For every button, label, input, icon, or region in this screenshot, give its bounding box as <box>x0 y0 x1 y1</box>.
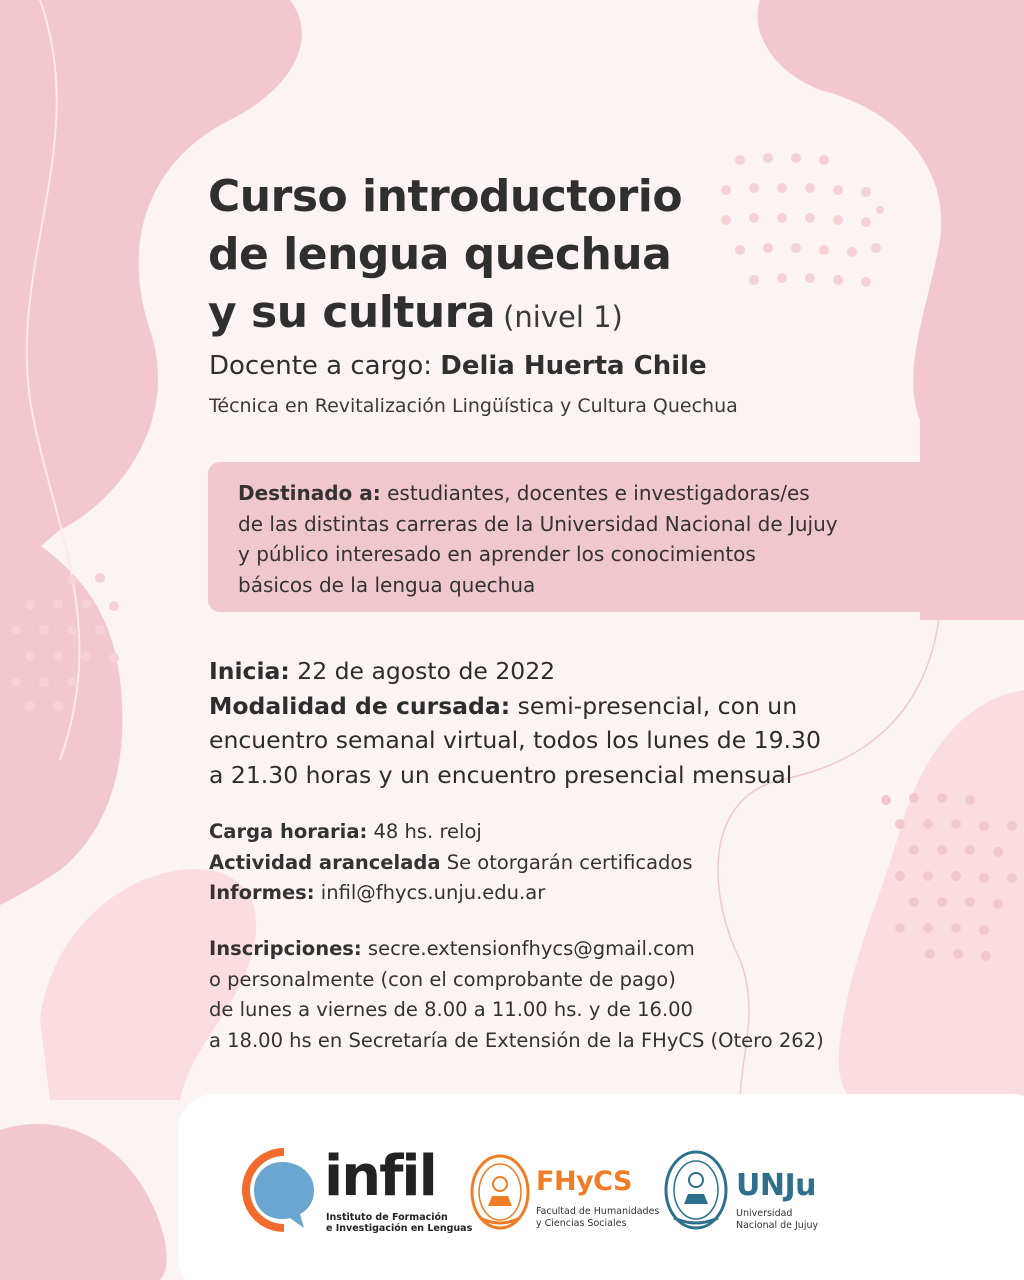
registration-row <box>209 934 824 965</box>
registration-info <box>209 934 824 1056</box>
registration-line-2: o personalmente (con el comprobante de pago) <box>209 967 676 991</box>
fhycs-wordmark: FHyCS <box>536 1166 632 1197</box>
mode-label: Modalidad de cursada: <box>209 691 511 720</box>
bottom-corner-blob <box>0 1124 167 1280</box>
title-line-2: de lengua quechua <box>208 229 672 280</box>
course-level: (nivel 1) <box>503 300 623 334</box>
unju-wordmark: UNJu <box>736 1168 816 1203</box>
audience-label: Destinado a: <box>238 481 381 505</box>
hours-label: Carga horaria: <box>209 820 368 843</box>
speech-bubble-icon <box>242 1148 322 1236</box>
fhycs-subtitle-1: Facultad de Humanidades <box>536 1206 660 1217</box>
audience-text <box>238 478 938 600</box>
fee-row <box>209 848 693 879</box>
schedule-info <box>209 654 989 792</box>
fhycs-subtitle <box>536 1206 659 1229</box>
infil-subtitle-1: Instituto de Formación <box>326 1212 448 1223</box>
audience-line-3: y público interesado en aprender los conocimientos <box>238 542 756 566</box>
mode-value-1: semi-presencial, con un <box>517 691 798 720</box>
fee-value: Se otorgarán certificados <box>446 850 693 874</box>
start-label: Inicia: <box>209 657 290 685</box>
title-line-3-text: y su cultura <box>208 287 496 338</box>
fhycs-seal-icon <box>470 1154 530 1234</box>
hours-value: 48 hs. reloj <box>373 820 482 843</box>
contact-email[interactable]: infil@fhycs.unju.edu.ar <box>320 881 546 904</box>
infil-logo <box>242 1144 473 1236</box>
unju-subtitle-2: Nacional de Jujuy <box>736 1219 819 1231</box>
hours-row <box>209 817 693 848</box>
fhycs-subtitle-2: y Ciencias Sociales <box>536 1217 627 1229</box>
infil-subtitle-2: e Investigación en Lenguas <box>326 1223 473 1234</box>
title-line-3 <box>208 284 848 346</box>
contact-label: Informes: <box>209 881 315 904</box>
teacher-line <box>209 351 707 381</box>
infil-subtitle <box>326 1212 472 1234</box>
start-value: 22 de agosto de 2022 <box>297 657 556 685</box>
teacher-name: Delia Huerta Chile <box>440 351 707 381</box>
infil-wordmark: infil <box>324 1144 436 1209</box>
title-line-1: Curso introductorio <box>208 171 683 222</box>
fhycs-logo <box>470 1152 660 1236</box>
audience-line-1 <box>238 478 938 509</box>
audience-line-4: básicos de la lengua quechua <box>238 572 536 597</box>
start-date <box>209 654 989 689</box>
unju-logo <box>664 1150 824 1234</box>
audience-line-1-text: estudiantes, docentes e investigadoras/es <box>387 481 810 505</box>
teacher-credential: Técnica en Revitalización Lingüística y Cultura Quechua <box>209 395 738 417</box>
fee-label: Actividad arancelada <box>209 850 441 874</box>
registration-line-3: de lunes a viernes de 8.00 a 11.00 hs. y de 16.00 <box>209 998 693 1021</box>
audience-line-2: de las distintas carreras de la Universidad Nacional de Jujuy <box>238 511 838 536</box>
contact-row <box>209 878 693 909</box>
teacher-label: Docente a cargo: <box>209 351 432 381</box>
registration-email[interactable]: secre.extensionfhycs@gmail.com <box>367 937 695 960</box>
course-details <box>209 817 693 909</box>
unju-subtitle-1: Universidad <box>736 1208 793 1219</box>
mode-line-3: a 21.30 horas y un encuentro presencial mensual <box>209 760 793 789</box>
course-title <box>208 168 848 346</box>
registration-line-4: a 18.00 hs en Secretaría de Extensión de la FHyCS (Otero 262) <box>209 1028 824 1052</box>
registration-label: Inscripciones: <box>209 937 362 960</box>
unju-subtitle <box>736 1208 818 1231</box>
unju-seal-icon <box>664 1150 728 1232</box>
mode-line-2: encuentro semanal virtual, todos los lunes de 19.30 <box>209 726 821 754</box>
mode-line-1 <box>209 689 989 724</box>
